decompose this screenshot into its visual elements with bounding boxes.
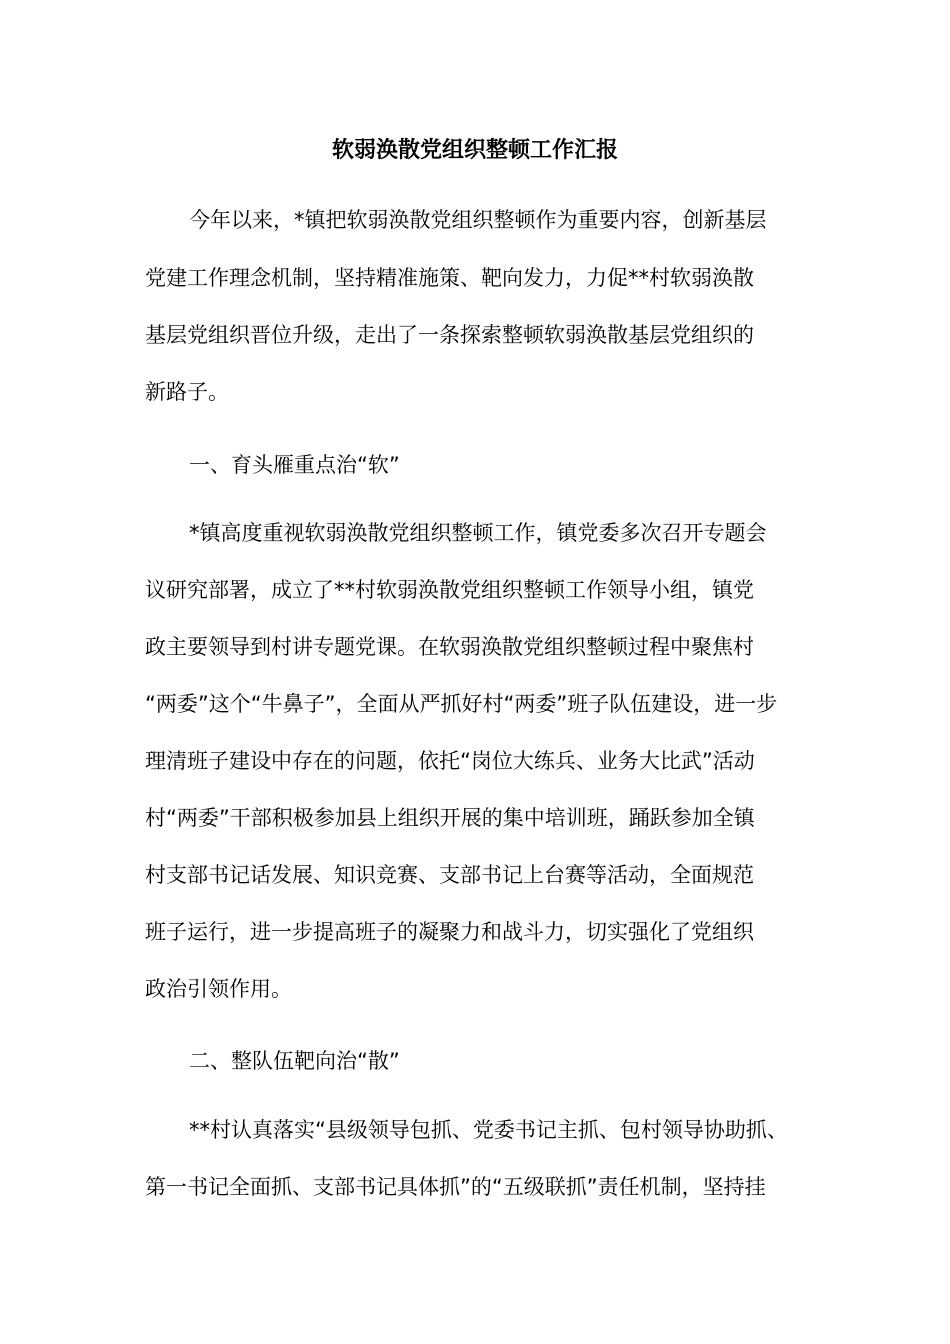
paragraph-line: 新路子。: [145, 380, 229, 404]
paragraph-line: 理清班子建设中存在的问题，依托“岗位大练兵、业务大比武”活动: [145, 749, 755, 773]
document-title: 软弱涣散党组织整顿工作汇报: [331, 138, 618, 163]
paragraph-line: 党建工作理念机制，坚持精准施策、靶向发力，力促**村软弱涣散: [145, 266, 754, 290]
paragraph-line: **村认真落实“县级领导包抓、党委书记主抓、包村领导协助抓、: [189, 1118, 788, 1142]
paragraph-line: 基层党组织晋位升级，走出了一条探索整顿软弱涣散基层党组织的: [145, 323, 754, 347]
paragraph-line: 政主要领导到村讲专题党课。在软弱涣散党组织整顿过程中聚焦村: [145, 635, 754, 659]
paragraph-line: 村支部书记话发展、知识竞赛、支部书记上台赛等活动，全面规范: [145, 863, 754, 887]
paragraph-line: “两委”这个“牛鼻子”，全面从严抓好村“两委”班子队伍建设，进一步: [145, 692, 778, 716]
paragraph-line: 政治引领作用。: [145, 977, 292, 1001]
paragraph-line: 第一书记全面抓、支部书记具体抓”的“五级联抓”责任机制，坚持挂: [145, 1175, 766, 1199]
section-heading: 一、育头雁重点治“软”: [189, 453, 400, 477]
paragraph-line: 今年以来，*镇把软弱涣散党组织整顿作为重要内容，创新基层: [189, 208, 767, 232]
paragraph-line: 班子运行，进一步提高班子的凝聚力和战斗力，切实强化了党组织: [145, 920, 754, 944]
paragraph-line: 村“两委”干部积极参加县上组织开展的集中培训班，踊跃参加全镇: [145, 806, 755, 830]
paragraph-line: *镇高度重视软弱涣散党组织整顿工作，镇党委多次召开专题会: [189, 521, 767, 545]
paragraph-line: 议研究部署，成立了**村软弱涣散党组织整顿工作领导小组，镇党: [145, 578, 754, 602]
section-heading: 二、整队伍靶向治“散”: [189, 1049, 400, 1073]
